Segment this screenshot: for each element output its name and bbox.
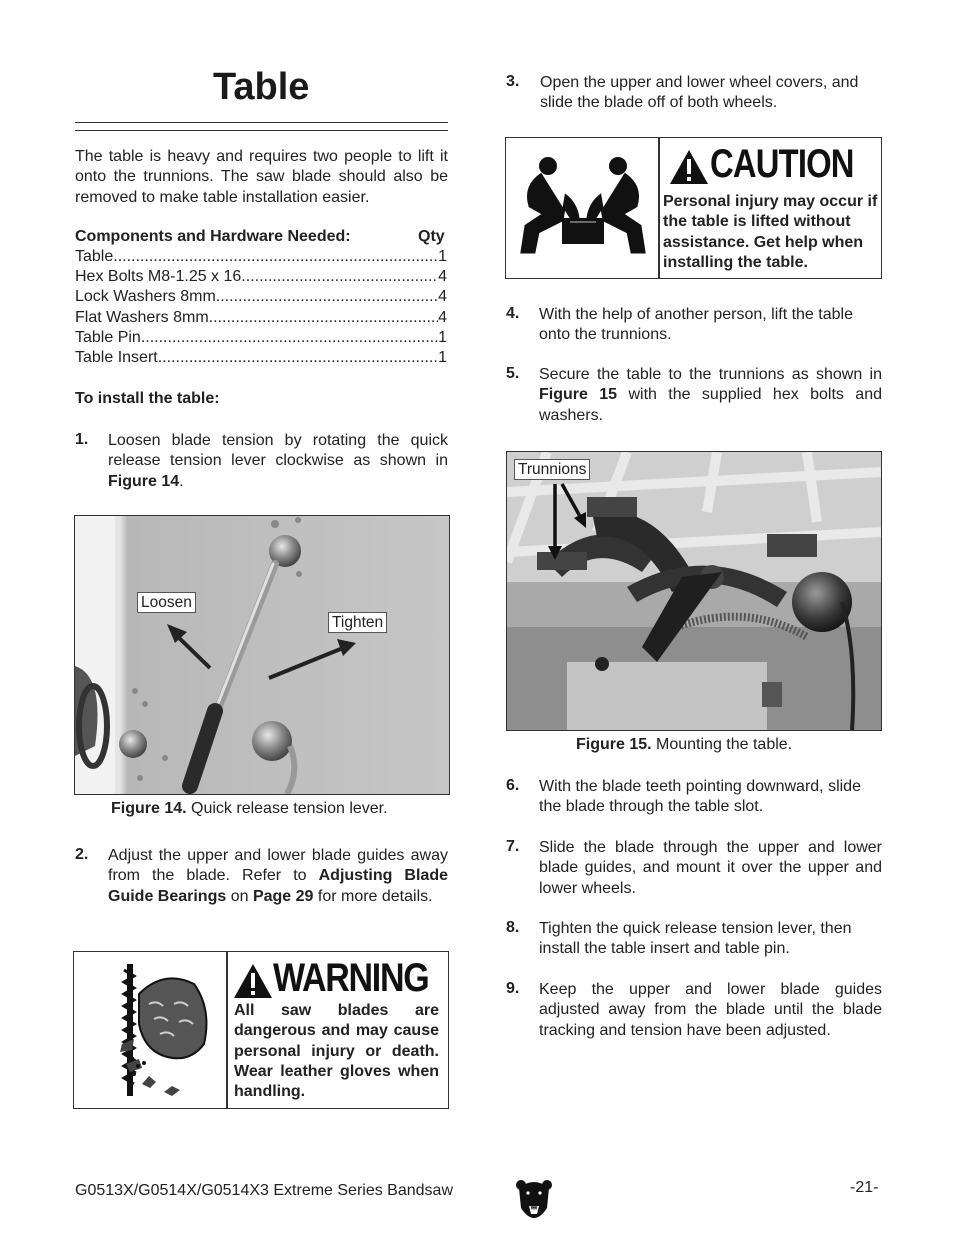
page-number: -21- bbox=[850, 1179, 879, 1196]
step-number: 5. bbox=[506, 365, 520, 382]
caution-divider bbox=[658, 138, 660, 278]
step-8-text: Tighten the quick release tension lever, then install the table insert and table pin. bbox=[539, 920, 852, 958]
step-6-text: With the blade teeth pointing downward, slide the blade through the table slot. bbox=[539, 778, 861, 816]
warning-box bbox=[73, 951, 449, 1109]
parts-list-item: Flat Washers 8mm ..... 4 bbox=[75, 309, 447, 329]
step-2-text: Adjust the upper and lower blade guides away from the blade. Refer to Adjusting Blade Guide Bearings on Page 29 for more details. bbox=[108, 847, 449, 905]
figure-15-photo bbox=[506, 451, 882, 731]
parts-list-item: Table ..... 1 bbox=[75, 248, 447, 268]
install-heading: To install the table: bbox=[75, 390, 220, 407]
qty-heading: Qty bbox=[418, 228, 445, 245]
warning-signal-word: WARNING bbox=[273, 956, 429, 1000]
warning-divider bbox=[226, 952, 228, 1108]
trunnions-label: Trunnions bbox=[514, 459, 590, 480]
step-number: 8. bbox=[506, 919, 520, 936]
caution-triangle-icon bbox=[668, 148, 710, 186]
parts-list-item: Hex Bolts M8-1.25 x 16 ..... 4 bbox=[75, 268, 447, 288]
step-number: 1. bbox=[75, 431, 89, 448]
two-person-lift-icon bbox=[514, 156, 652, 260]
step-9-text: Keep the upper and lower blade guides adjusted away from the blade until the blade tracking and tension have been adjusted. bbox=[539, 981, 882, 1039]
figure-14-photo bbox=[74, 515, 450, 795]
step-number: 9. bbox=[506, 980, 520, 997]
caution-box bbox=[505, 137, 882, 279]
trunnion-mounting-illustration bbox=[507, 452, 881, 730]
components-heading: Components and Hardware Needed: bbox=[75, 228, 351, 245]
intro-paragraph: The table is heavy and requires two people to lift it onto the trunnions. The saw blade should also be removed to make table installation easier. bbox=[75, 148, 448, 206]
step-number: 2. bbox=[75, 846, 89, 863]
loosen-label: Loosen bbox=[137, 592, 196, 613]
caution-signal-word: CAUTION bbox=[710, 142, 854, 186]
parts-list-item: Table Insert ..... 1 bbox=[75, 349, 447, 369]
figure-15-caption: Figure 15. Mounting the table. bbox=[576, 736, 793, 753]
step-number: 3. bbox=[506, 73, 520, 90]
tension-lever-illustration bbox=[75, 516, 449, 794]
parts-list-item: Table Pin ..... 1 bbox=[75, 329, 447, 349]
tighten-label: Tighten bbox=[328, 612, 387, 633]
footer-model-name: G0513X/G0514X/G0514X3 Extreme Series Bandsaw bbox=[75, 1182, 453, 1199]
parts-list-item: Lock Washers 8mm ..... 4 bbox=[75, 288, 447, 308]
title-rule-bottom bbox=[75, 130, 448, 131]
caution-message: Personal injury may occur if the table is lifted without assistance. Get help when installing the table. bbox=[663, 193, 878, 271]
warning-triangle-icon bbox=[232, 962, 274, 1000]
step-5-text: Secure the table to the trunnions as shown in Figure 15 with the supplied hex bolts and washers. bbox=[539, 366, 882, 424]
step-number: 6. bbox=[506, 777, 520, 794]
bear-logo-icon bbox=[515, 1178, 553, 1224]
step-4-text: With the help of another person, lift the table onto the trunnions. bbox=[539, 306, 853, 344]
step-3-text: Open the upper and lower wheel covers, and slide the blade off of both wheels. bbox=[540, 74, 859, 112]
step-number: 4. bbox=[506, 305, 520, 322]
step-7-text: Slide the blade through the upper and lower blade guides, and mount it over the upper and lower wheels. bbox=[539, 839, 882, 897]
step-number: 7. bbox=[506, 838, 520, 855]
warning-message: All saw blades are dangerous and may cause personal injury or death. Wear leather gloves when handling. bbox=[234, 1002, 439, 1101]
step-1-text: Loosen blade tension by rotating the quick release tension lever clockwise as shown in Figure 14. bbox=[108, 432, 448, 490]
title-rule-top bbox=[75, 122, 448, 123]
saw-blade-hand-icon bbox=[94, 964, 214, 1096]
page-title: Table bbox=[213, 66, 310, 108]
figure-14-caption: Figure 14. Quick release tension lever. bbox=[111, 800, 388, 817]
